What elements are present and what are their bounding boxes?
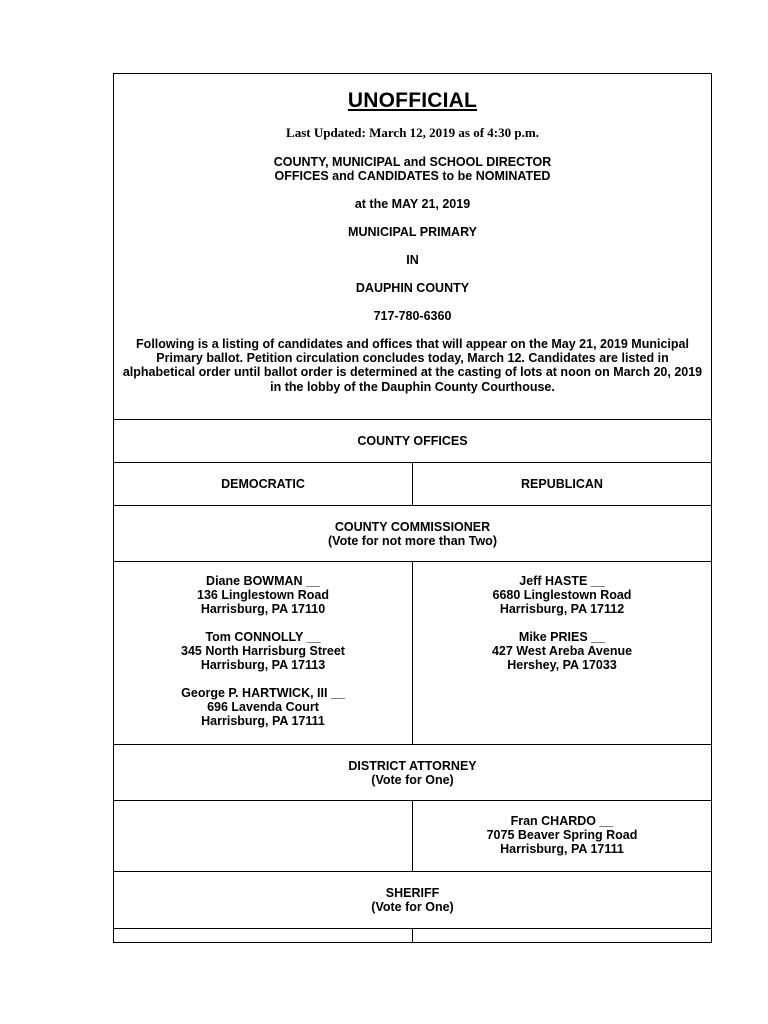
office-district-attorney bbox=[114, 745, 711, 801]
party-header-row bbox=[114, 463, 711, 506]
democratic-candidates bbox=[114, 562, 412, 744]
democratic-candidates bbox=[114, 801, 412, 871]
candidate-city: Harrisburg, PA 17110 bbox=[200, 602, 326, 616]
office-vote-rule: (Vote for not more than Two) bbox=[328, 533, 497, 548]
office-title: DISTRICT ATTORNEY bbox=[348, 758, 477, 773]
republican-candidates bbox=[412, 801, 711, 871]
candidate-name: George P. HARTWICK, III __ bbox=[181, 686, 345, 700]
candidate-entry bbox=[114, 574, 412, 616]
democratic-candidates bbox=[114, 929, 412, 942]
candidate-name: Fran CHARDO __ bbox=[510, 814, 614, 828]
phone-number: 717-780-6360 bbox=[373, 309, 452, 323]
candidate-entry bbox=[413, 574, 711, 616]
last-updated: Last Updated: March 12, 2019 as of 4:30 p.m. bbox=[286, 125, 539, 140]
office-vote-rule: (Vote for One) bbox=[371, 772, 454, 787]
candidate-street: 696 Lavenda Court bbox=[207, 700, 319, 714]
candidate-name: Diane BOWMAN __ bbox=[206, 574, 320, 588]
candidate-street: 427 West Areba Avenue bbox=[491, 644, 633, 658]
candidate-city: Harrisburg, PA 17111 bbox=[500, 842, 624, 856]
candidate-street: 136 Linglestown Road bbox=[197, 588, 329, 602]
ballot-sheet bbox=[113, 73, 712, 943]
intro-paragraph: Following is a listing of candidates and offices that will appear on the May 21, 2019 Municipal Primary ballot. Petition circulation concludes today, March 12. Candidates are listed in alphabetical order until ballot order is determined at the casting of lots at noon on March 20, 2019 in the lobby of the Dauphin County Courthouse. bbox=[122, 337, 703, 394]
election-type: MUNICIPAL PRIMARY bbox=[348, 225, 477, 239]
candidate-name: Mike PRIES __ bbox=[518, 630, 606, 644]
candidate-city: Harrisburg, PA 17113 bbox=[200, 658, 326, 672]
candidates-county-commissioner bbox=[114, 562, 711, 745]
candidate-entry bbox=[413, 630, 711, 672]
candidates-district-attorney bbox=[114, 801, 711, 872]
county-name: DAUPHIN COUNTY bbox=[355, 281, 470, 295]
document-header bbox=[114, 74, 711, 420]
office-sheriff bbox=[114, 872, 711, 929]
in-label: IN bbox=[406, 253, 419, 267]
party-democratic: DEMOCRATIC bbox=[221, 477, 305, 491]
candidate-street: 345 North Harrisburg Street bbox=[181, 644, 345, 658]
office-title: COUNTY COMMISSIONER bbox=[334, 519, 491, 534]
candidate-city: Harrisburg, PA 17112 bbox=[499, 602, 625, 616]
republican-candidates bbox=[412, 929, 711, 942]
office-vote-rule: (Vote for One) bbox=[371, 900, 454, 914]
header-line-1: COUNTY, MUNICIPAL and SCHOOL DIRECTOR bbox=[273, 155, 552, 169]
candidate-city: Harrisburg, PA 17111 bbox=[201, 714, 325, 728]
candidate-entry bbox=[114, 686, 412, 728]
party-republican: REPUBLICAN bbox=[412, 463, 711, 505]
office-title: SHERIFF bbox=[385, 886, 440, 900]
candidate-street: 6680 Linglestown Road bbox=[492, 588, 632, 602]
candidate-name: Tom CONNOLLY __ bbox=[205, 630, 321, 644]
republican-candidates bbox=[412, 562, 711, 744]
election-date: at the MAY 21, 2019 bbox=[354, 197, 471, 211]
candidate-entry bbox=[114, 630, 412, 672]
office-county-commissioner bbox=[114, 506, 711, 562]
section-title: COUNTY OFFICES bbox=[114, 420, 711, 463]
page-title: UNOFFICIAL bbox=[347, 89, 478, 112]
candidate-city: Hershey, PA 17033 bbox=[507, 658, 617, 672]
candidates-sheriff bbox=[114, 929, 711, 943]
candidate-entry bbox=[413, 814, 711, 856]
candidate-street: 7075 Beaver Spring Road bbox=[486, 828, 638, 842]
header-line-2: OFFICES and CANDIDATES to be NOMINATED bbox=[274, 169, 551, 183]
candidate-name: Jeff HASTE __ bbox=[519, 574, 605, 588]
